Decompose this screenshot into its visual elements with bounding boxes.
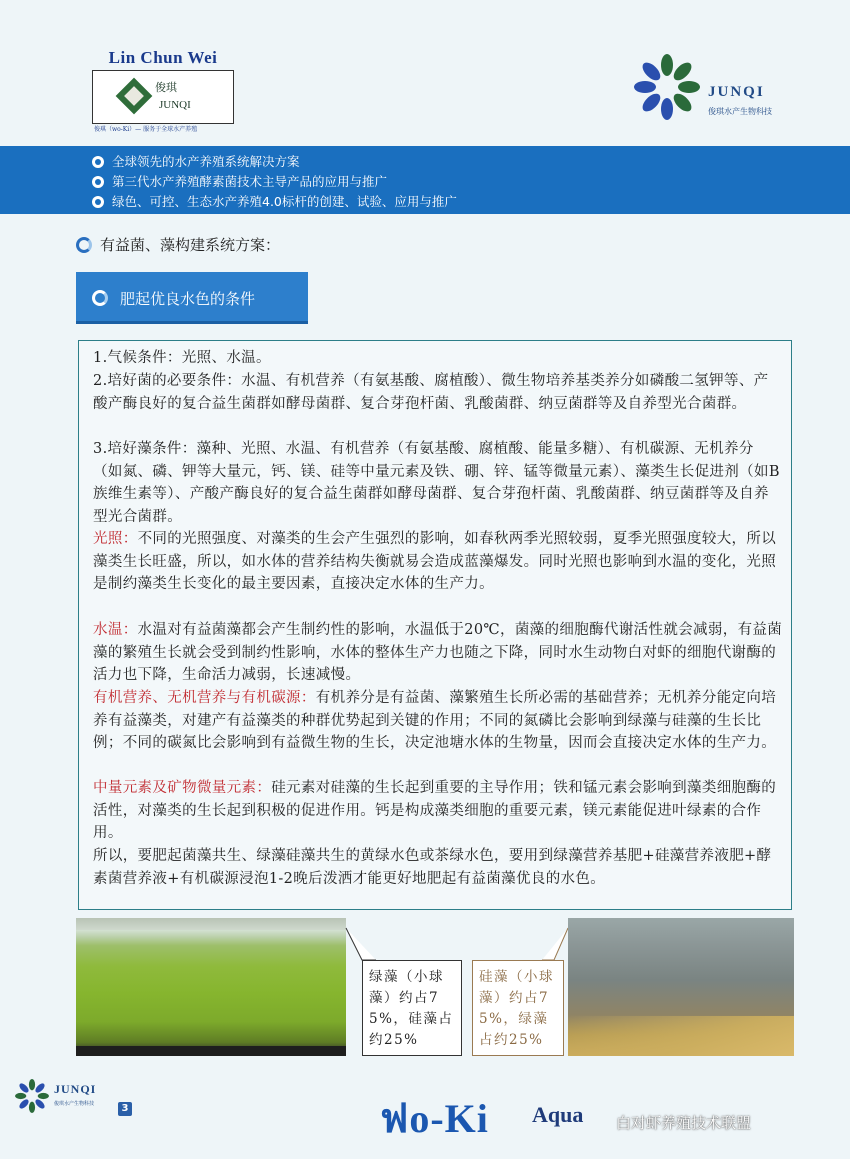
left-logo [88,48,238,133]
para-body: 不同的光照强度、对藻类的生会产生强烈的影响，如春秋两季光照较弱，夏季光照强度较大，所以藻类生长旺盛，所以，如水体的营养结构失衡就易会造成蓝藻爆发。同时光照也影响到水温的变化，光照是制约藻类生长变化的最主要因素，直接决定水体的生产力。 [93,531,777,593]
page-number: 3 [118,1102,132,1116]
paragraph [93,777,783,845]
para-label: 有机营养、无机营养与有机碳源： [93,690,316,706]
pond-liner [76,1046,346,1056]
footer-brand: ฟo-Ki [380,1096,489,1141]
right-logo-sub: 俊琪水产生物科技 [708,107,772,116]
footer-logo [14,1078,134,1118]
section-title: 有益菌、藻构建系统方案： [100,236,281,254]
para-body: 硅元素对硅藻的生长起到重要的主导作用；铁和锰元素会影响到藻类细胞酶的活性，对藻类的生长起到积极的促进作用。钙是构成藻类细胞的重要元素，镁元素能促进叶绿素的合作用。 [93,780,777,842]
bullet-icon [92,176,104,188]
paragraph [93,528,783,596]
subsection-title: 肥起优良水色的条件 [120,290,256,308]
banner [0,146,850,214]
logo-cn: 俊琪 [155,81,177,94]
callout-text: 绿藻（小球藻）约占75%，硅藻占约25% [369,969,454,1048]
paragraph: 3.培好藻条件：藻种、光照、水温、有机营养（有氨基酸、腐植酸、能量多糖）、有机碳源、无机养分（如氮、磷、钾等大量元，钙、镁、硅等中量元素及铁、硼、锌、锰等微量元素）、藻类生长促进剂（如B族维生素等）、产酸产酶良好的复合益生菌群如酵母菌群、复合芽孢杆菌、乳酸菌群、纳豆菌群等及自养型光合菌群。 [93,441,780,525]
logo-tagline: 俊琪（wo-Ki）— 服务于全球水产养殖 [94,126,198,133]
para-body: 有机养分是有益菌、藻繁殖生长所必需的基础营养；无机养分能定向培养有益藻类，对建产有益藻类的种群优势起到关键的作用；不同的氮磷比会影响到绿藻与硅藻的生长比例；不同的碳氮比会影响到有益微生物的生长，决定池塘水体的生物量，因而会直接决定水体的生产力。 [93,690,777,752]
green-algae-photo [76,918,346,1056]
callout-tail-icon [340,924,380,964]
spiral-icon [76,237,92,253]
subsection-bar [76,272,308,324]
pond-shore [76,918,346,930]
para-body: 水温对有益菌藻都会产生制约性的影响，水温低于20℃，菌藻的细胞酶代谢活性就会减弱，有益菌藻的繁殖生长就会受到制约性影响，水体的整体生产力也随之下降，同时水生动物白对虾的细胞代谢酶的活力也下降，生命活力减弱，长速减慢。 [93,622,783,684]
footer-logo-sub: 俊琪水产生物科技 [54,1101,95,1107]
para-label: 光照： [93,531,138,547]
banner-line-text: 第三代水产养殖酵素菌技术主导产品的应用与推广 [112,174,388,189]
paragraph [93,687,783,755]
banner-line-text: 绿色、可控、生态水产养殖4.0标杆的创建、试验、应用与推广 [112,194,457,209]
paragraph: 所以，要肥起菌藻共生、绿藻硅藻共生的黄绿水色或茶绿水色，要用到绿藻营养基肥+硅藻营养液肥+酵素菌营养液+有机碳源浸泡1-2晚后泼洒才能更好地肥起有益菌藻优良的水色。 [93,848,772,887]
logo-en: JUNQI [159,99,191,111]
section-heading [76,234,280,255]
bullet-icon [92,196,104,208]
logo-box [92,70,234,124]
right-logo-name: JUNQI [708,84,765,100]
banner-line [92,192,457,210]
footer-aqua: Aqua [532,1102,584,1127]
paragraph [93,619,783,687]
footer-logo-name: JUNQI [54,1082,97,1096]
diatom-callout [472,960,564,1056]
pond-sand [568,1016,794,1056]
banner-line [92,172,387,190]
flower-logo-icon [632,52,702,122]
para-label: 水温： [93,622,138,638]
right-logo [632,52,802,132]
callout-text: 硅藻（小球藻）约占75%，绿藻占约25% [479,969,554,1048]
banner-line-text: 全球领先的水产养殖系统解决方案 [112,154,300,169]
watermark: 白对虾养殖技术联盟 [616,1114,752,1132]
brand-name: Lin Chun Wei [108,48,218,67]
spiral-icon [92,290,108,306]
paragraph: 2.培好菌的必要条件：水温、有机营养（有氨基酸、腐植酸）、微生物培养基类养分如磷酸二氢钾等、产酸产酶良好的复合益生菌群如酵母菌群、复合芽孢杆菌、乳酸菌群、纳豆菌群等及自养型光合菌群。 [93,373,769,412]
diatom-photo [568,918,794,1056]
content-box [78,340,792,910]
para-label: 中量元素及矿物微量元素： [93,780,272,796]
paragraph: 1.气候条件：光照、水温。 [93,350,271,366]
diamond-logo-icon [116,78,153,115]
banner-line [92,152,300,170]
green-algae-callout [362,960,462,1056]
bullet-icon [92,156,104,168]
flower-logo-icon [14,1078,50,1114]
